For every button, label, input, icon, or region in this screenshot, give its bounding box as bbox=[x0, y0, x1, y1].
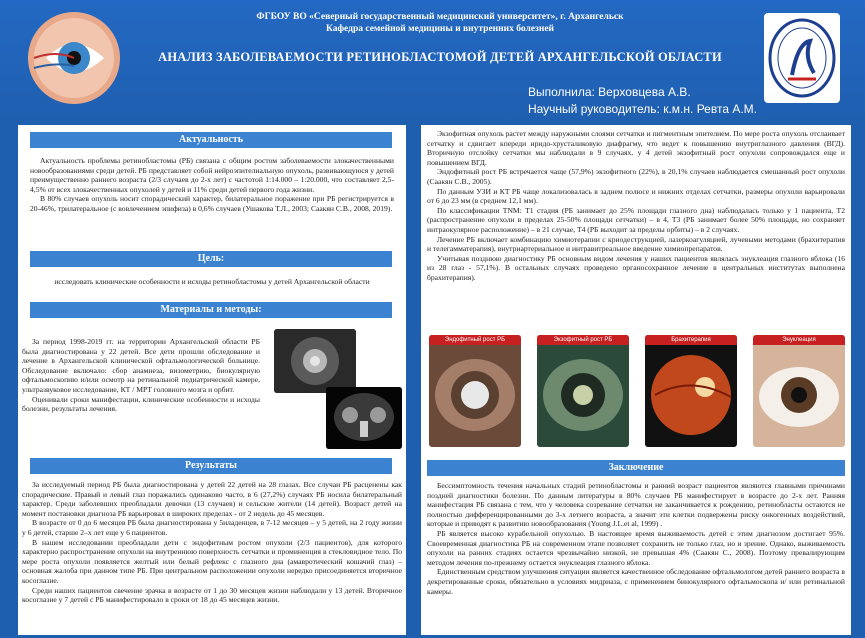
right-paragraph-2: Эндофитный рост РБ встречается чаще (57,9%) экзофитного (22%), в 20,1% случаев наблюдается смешанный рост опухоли (Саакян С.В., 2005). bbox=[427, 167, 845, 186]
relevance-paragraph-1: Актуальность проблемы ретинобластомы (РБ) связана с общим ростом заболеваемости злокачественными новообразованиями среди детей. РБ представляет собой нейроэпителиальную опухоль, развивающуюся у детей преимущественно раннего возраста (2/3 случаев до 2-х лет) с частотой 1:14.000 – 1:20.000, что составляет 2,5-4,5% от всех злокачественных опухолей у детей и 11% среди детей первого года жизни. bbox=[30, 156, 394, 194]
eye-photo-icon bbox=[429, 335, 521, 447]
results-heading: Результаты bbox=[30, 458, 392, 474]
supervisor-name: Научный руководитель: к.м.н. Ревта А.М. bbox=[527, 102, 757, 116]
photo-exophytic bbox=[537, 335, 629, 447]
ct-scan-icon bbox=[326, 387, 402, 449]
results-paragraph-3: В нашем исследовании преобладали дети с эндофитным ростом опухоли (2/3 пациентов), для которого характерно распространение опухоли на внутреннюю поверхность сетчатки и проминенция в стекловидное тело. По мере роста опухоли появляется желтый или белый рефлекс с глазного дна (амавротический кошачий глаз) – основная жалоба при данном типе РБ. При центральном расположении опухоли нередко присоединяется вторичное косоглазие. bbox=[22, 537, 402, 585]
results-paragraph-1: За исследуемый период РБ была диагностирована у детей 22 детей на 28 глазах. Все случаи РБ расценены как спорадические. Правый и левый глаз поражались одинаково часто, в 6 (27,2%) случаях РБ носила билатеральный характер. Среди заболевших преобладали девочки (13 случаев) и сельские жители (14 детей). Возраст детей на момент постановки диагноза РБ варьировал в широких пределах - от 2 недель до 45 месяцев. bbox=[22, 480, 402, 518]
conclusion-paragraph-2: РБ является высоко курабельной опухолью. В настоящее время выживаемость детей с этим диагнозом достигает 95%. Своевременная диагностика РБ на современном этапе позволяет сохранить не только глаз, но и зрение. Однако, выживаемость опухоли на ранних стадиях остается чрезвычайно низкой, не превышая 4% (Саакян С., 2008). Поэтому превалирующим методом лечения по-прежнему остается энуклеация глазного яблока. bbox=[427, 528, 845, 567]
methods-paragraph-1: За период 1998-2019 гг. на территории Архангельской области РБ была диагностирована у 22 детей. Все дети прошли обследование и лечение в Архангельской клинической офтальмологической больнице. Обследование включало: сбор анамнеза, визометрию, биокулярную офтальмоскопию и/или осмотр на ретинальной педиатрической камере, ультразвуковое исследование, КТ / МРТ головного мозга и орбит. bbox=[22, 337, 260, 394]
conclusion-heading: Заключение bbox=[427, 460, 845, 476]
department-name: Кафедра семейной медицины и внутренних болезней bbox=[325, 24, 555, 34]
conclusion-paragraph-1: Бессимптомность течения начальных стадий ретинобластомы и ранний возраст пациентов являются главными причинами поздней диагностики болезни. По данным литературы в 80% случаев РБ манифестирует в возрасте до 2-х лет. Ранняя манифестация РБ связана с тем, что у человека созревание сетчатки не заканчивается к рождению, ретинобласты остаются не полностью дифференцированными до 3-х летнего возраста, а значит эти клетки подвержены риску онкогенных воздействий, которые и приводят к развитию новообразования (Young J.L.et al, 1999) . bbox=[427, 481, 845, 529]
eye-photo-icon bbox=[753, 335, 845, 447]
poster-header bbox=[0, 0, 865, 124]
ct-scan-image bbox=[326, 387, 402, 449]
results-paragraph-4: Среди наших пациентов свечение зрачка в возрасте от 1 до 30 месяцев жизни наблюдали у 13 детей. Вторичное косоглазие у 7 детей с РБ манифестировало в сроки от 18 до 45 месяцев жизни. bbox=[22, 585, 402, 605]
results-text bbox=[22, 480, 402, 605]
right-paragraph-4: По классификации TNM: Т1 стадия (РБ занимает до 25% площади глазного дна) наблюдалась только у 1 пациента, Т2 (распространение опухоли в пределах 25-50% площади сетчатки) – в 4, Т3 (РБ занимает более 50% площади, но сохраняет интраокулярное расположение) – в 21 случае, Т4 (РБ выходит за пределы орбиты) – в 2 случаях. bbox=[427, 205, 845, 234]
eye-photo-icon bbox=[537, 335, 629, 447]
goal-text: исследовать клинические особенности и исходы ретинобластомы у детей Архангельской области bbox=[54, 277, 370, 286]
university-seal-icon bbox=[764, 13, 840, 103]
right-paragraph-5: Лечение РБ включает комбинацию химиотерапии с криодеструкцией, лазеркоагуляцией, лучевыми методами (брахитерапия и телегамматерапия), внутриартериальное и интравитреальное введение химиопрепаратов. bbox=[427, 234, 845, 254]
photo-endophytic bbox=[429, 335, 521, 447]
poster-title: АНАЛИЗ ЗАБОЛЕВАЕМОСТИ РЕТИНОБЛАСТОМОЙ ДЕТЕЙ АРХАНГЕЛЬСКОЙ ОБЛАСТИ bbox=[158, 50, 722, 64]
right-paragraph-1: Экзофитная опухоль растет между наружными слоями сетчатки и пигментным эпителием. По мере роста опухоль отслаивает сетчатку и сдвигает кпереди иридо-хрусталиковую диафрагму, что ведет к повышению внутриглазного давления (ВГД). Вторичную отслойку сетчатки мы наблюдали в 9 случаях, у 4 детей экзофитный рост опухоли сопровождался еще и повышением ВГД. bbox=[427, 129, 845, 167]
photo-enucleation bbox=[753, 335, 845, 447]
relevance-text bbox=[30, 156, 394, 214]
author-name: Выполнила: Верховцева А.В. bbox=[527, 85, 691, 99]
conclusion-text bbox=[427, 481, 845, 596]
right-column bbox=[421, 125, 851, 635]
right-paragraph-3: По данным УЗИ и КТ РБ чаще локализовалась в заднем полюсе и нижних отделах сетчатки, размеры опухоли варьировали от 6 до 23 мм (в среднем 12,1 мм). bbox=[427, 186, 845, 206]
relevance-heading: Актуальность bbox=[30, 132, 392, 148]
fundus-image-icon bbox=[274, 329, 356, 393]
methods-text bbox=[22, 337, 260, 414]
methods-paragraph-2: Оценивали сроки манифестации, клинические особенности и исходы болезни, результаты лечения. bbox=[22, 394, 260, 414]
results-paragraph-2: В возрасте от 0 до 6 месяцев РБ была диагностирована у 5иладенцев, в 7-12 месяцев – у 5 детей, на 2 году жизни у 6 детей, старше 2–х лет еще у 6 пациентов. bbox=[22, 518, 402, 537]
organization-name: ФГБОУ ВО «Северный государственный медицинский университет», г. Архангельск bbox=[256, 12, 624, 22]
university-logo bbox=[764, 13, 840, 103]
fundus-photo-icon bbox=[645, 335, 737, 447]
author-block bbox=[528, 84, 757, 118]
fundus-photo-methods bbox=[274, 329, 356, 393]
photo-label-brachytherapy: Брахитерапия bbox=[645, 335, 737, 345]
right-top-text bbox=[427, 129, 845, 283]
photo-label-exophytic: Экзофитный рост РБ bbox=[537, 335, 629, 345]
conclusion-paragraph-3: Единственным средством улучшения ситуации является качественное обследование офтальмологом детей раннего возраста в декретированные сроки, обязательно в условиях мидриаза, с применением бинокулярного офтальмоскопа и/ или ретинальной камеры. bbox=[427, 567, 845, 596]
goal-heading: Цель: bbox=[30, 251, 392, 267]
photo-label-endophytic: Эндофитный рост РБ bbox=[429, 335, 521, 345]
left-column bbox=[18, 125, 406, 635]
photo-label-enucleation: Энуклеация bbox=[753, 335, 845, 345]
relevance-paragraph-2: В 80% случаев опухоль носит спорадический характер, билатеральное поражение при РБ регистрируется в 20-46%, трилатеральное (с вовлечением эпифиза) в 0,6% случаев (Ушакова Т.Л., 2003; Саакян С.В., 2008, 2019). bbox=[30, 194, 394, 213]
photo-brachytherapy bbox=[645, 335, 737, 447]
right-paragraph-6: Учитывая позднюю диагностику РБ основным видом лечения у наших пациентов являлась энуклеация глазного яблока (16 из 28 глаз - 57,1%). В остальных случаях проведено органосохранное лечение в центральных институтах выполнена брахитерапия). bbox=[427, 253, 845, 282]
eye-anatomy-icon bbox=[26, 10, 122, 106]
methods-heading: Материалы и методы: bbox=[30, 302, 392, 318]
